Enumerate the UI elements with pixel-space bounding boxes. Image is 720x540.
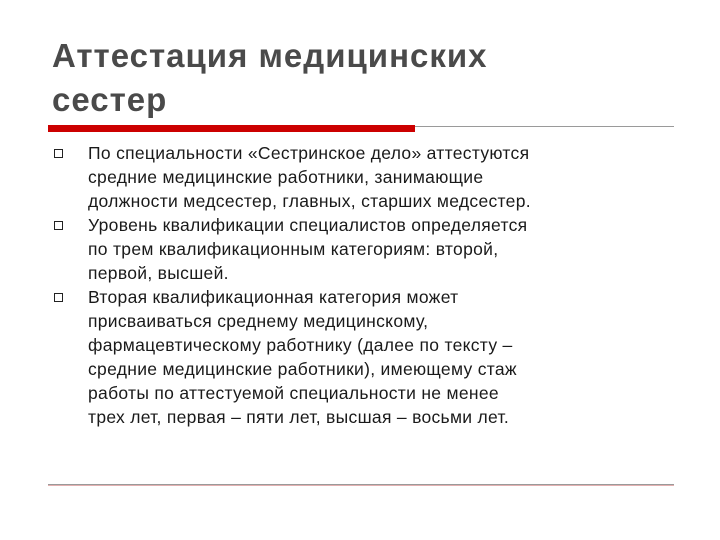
list-item (54, 141, 674, 213)
list-item (54, 213, 674, 285)
list-item (54, 285, 674, 429)
bullet-text: По специальности «Сестринское дело» аттестуются средние медицинские работники, занимающие должности медсестер, главных, старших медсестер. (88, 143, 531, 211)
bullet-text: Вторая квалификационная категория может присваиваться среднему медицинскому, фармацевтическому работнику (далее по тексту – средние медицинские работники), имеющему стаж работы по аттестуемой специальности не менее трех лет, первая – пяти лет, высшая – восьми лет. (88, 287, 517, 427)
footer-accent-line (48, 485, 674, 486)
bullet-list (54, 141, 674, 429)
hollow-square-bullet-icon (54, 293, 63, 302)
bullet-text: Уровень квалификации специалистов определяется по трем квалификационным категориям: второй, первой, высшей. (88, 215, 528, 283)
title-accent-bar (48, 125, 415, 132)
slide-title: Аттестация медицинских сестер (52, 37, 488, 118)
hollow-square-bullet-icon (54, 149, 63, 158)
hollow-square-bullet-icon (54, 221, 63, 230)
